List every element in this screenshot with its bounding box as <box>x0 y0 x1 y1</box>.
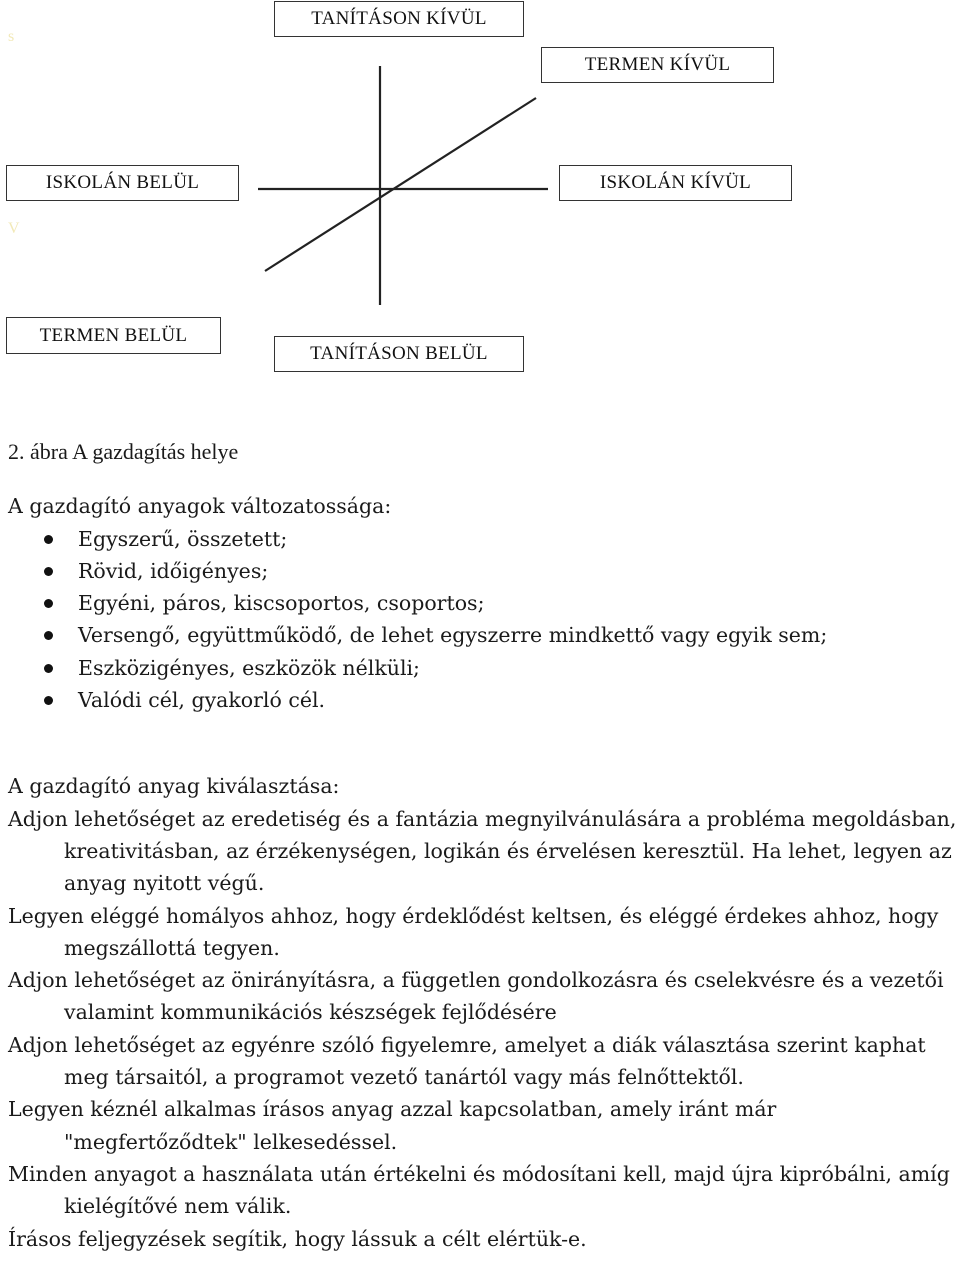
selection-paragraph: Minden anyagot a használata után értékelni és módosítani kell, majd újra kipróbálni, amíg kielégítővé nem válik. <box>8 1161 950 1219</box>
list-item: Rövid, időigényes; <box>8 555 958 587</box>
bullet-icon <box>44 599 53 608</box>
box-inside-room: TERMEN BELÜL <box>6 317 221 354</box>
bullet-icon <box>44 535 53 544</box>
bullet-icon <box>44 696 53 705</box>
document-body <box>8 436 958 1255</box>
figure-caption: 2. ábra A gazdagítás helye <box>8 439 239 464</box>
list-item: Egyéni, páros, kiscsoportos, csoportos; <box>8 587 958 619</box>
list-item: Versengő, együttműködő, de lehet egyszerre mindkettő vagy egyik sem; <box>8 619 958 651</box>
bullet-icon <box>44 631 53 640</box>
selection-paragraph: Adjon lehetőséget az önirányításra, a független gondolkozásra és cselekvésre és a vezetői valamint kommunikációs készségek fejlődésére <box>8 968 944 1025</box>
list-item: Eszközigényes, eszközök nélküli; <box>8 652 958 684</box>
selection-heading: A gazdagító anyag kiválasztása: <box>8 774 340 799</box>
enrichment-place-diagram <box>0 0 960 420</box>
variety-list <box>8 523 958 717</box>
selection-paragraph: Adjon lehetőséget az egyénre szóló figyelemre, amelyet a diák választása szerint kaphat meg társaitól, a programot vezető tanártól vagy más felnőttektől. <box>8 1032 926 1090</box>
list-item: Egyszerű, összetett; <box>8 523 958 555</box>
box-outside-room: TERMEN KÍVÜL <box>541 47 774 83</box>
selection-paragraph: Legyen eléggé homályos ahhoz, hogy érdeklődést keltsen, és eléggé érdekes ahhoz, hogy megszállottá tegyen. <box>8 903 939 960</box>
box-inside-teaching: TANÍTÁSON BELÜL <box>274 336 524 372</box>
bullet-icon <box>44 567 53 576</box>
selection-paragraph: Adjon lehetőséget az eredetiség és a fantázia megnyilvánulására a probléma megoldásban, kreativitásban, az érzékenységen, logikán és érvelésen keresztül. Ha lehet, legyen az anyag nyitott végű. <box>8 806 957 896</box>
list-item: Valódi cél, gyakorló cél. <box>8 684 958 716</box>
box-outside-school: ISKOLÁN KÍVÜL <box>559 165 792 201</box>
faint-mark-v: V <box>8 220 20 237</box>
selection-paragraph: Írásos feljegyzések segítik, hogy lássuk a célt elértük-e. <box>8 1226 587 1251</box>
box-inside-school: ISKOLÁN BELÜL <box>6 165 239 201</box>
box-outside-teaching: TANÍTÁSON KÍVÜL <box>274 1 524 37</box>
faint-mark-s: s <box>8 28 15 45</box>
selection-paragraph: Legyen kéznél alkalmas írásos anyag azzal kapcsolatban, amely iránt már "megfertőződtek" lelkesedéssel. <box>8 1097 777 1154</box>
diagonal-axis-line <box>265 98 536 271</box>
variety-heading: A gazdagító anyagok változatossága: <box>8 494 392 519</box>
bullet-icon <box>44 664 53 673</box>
